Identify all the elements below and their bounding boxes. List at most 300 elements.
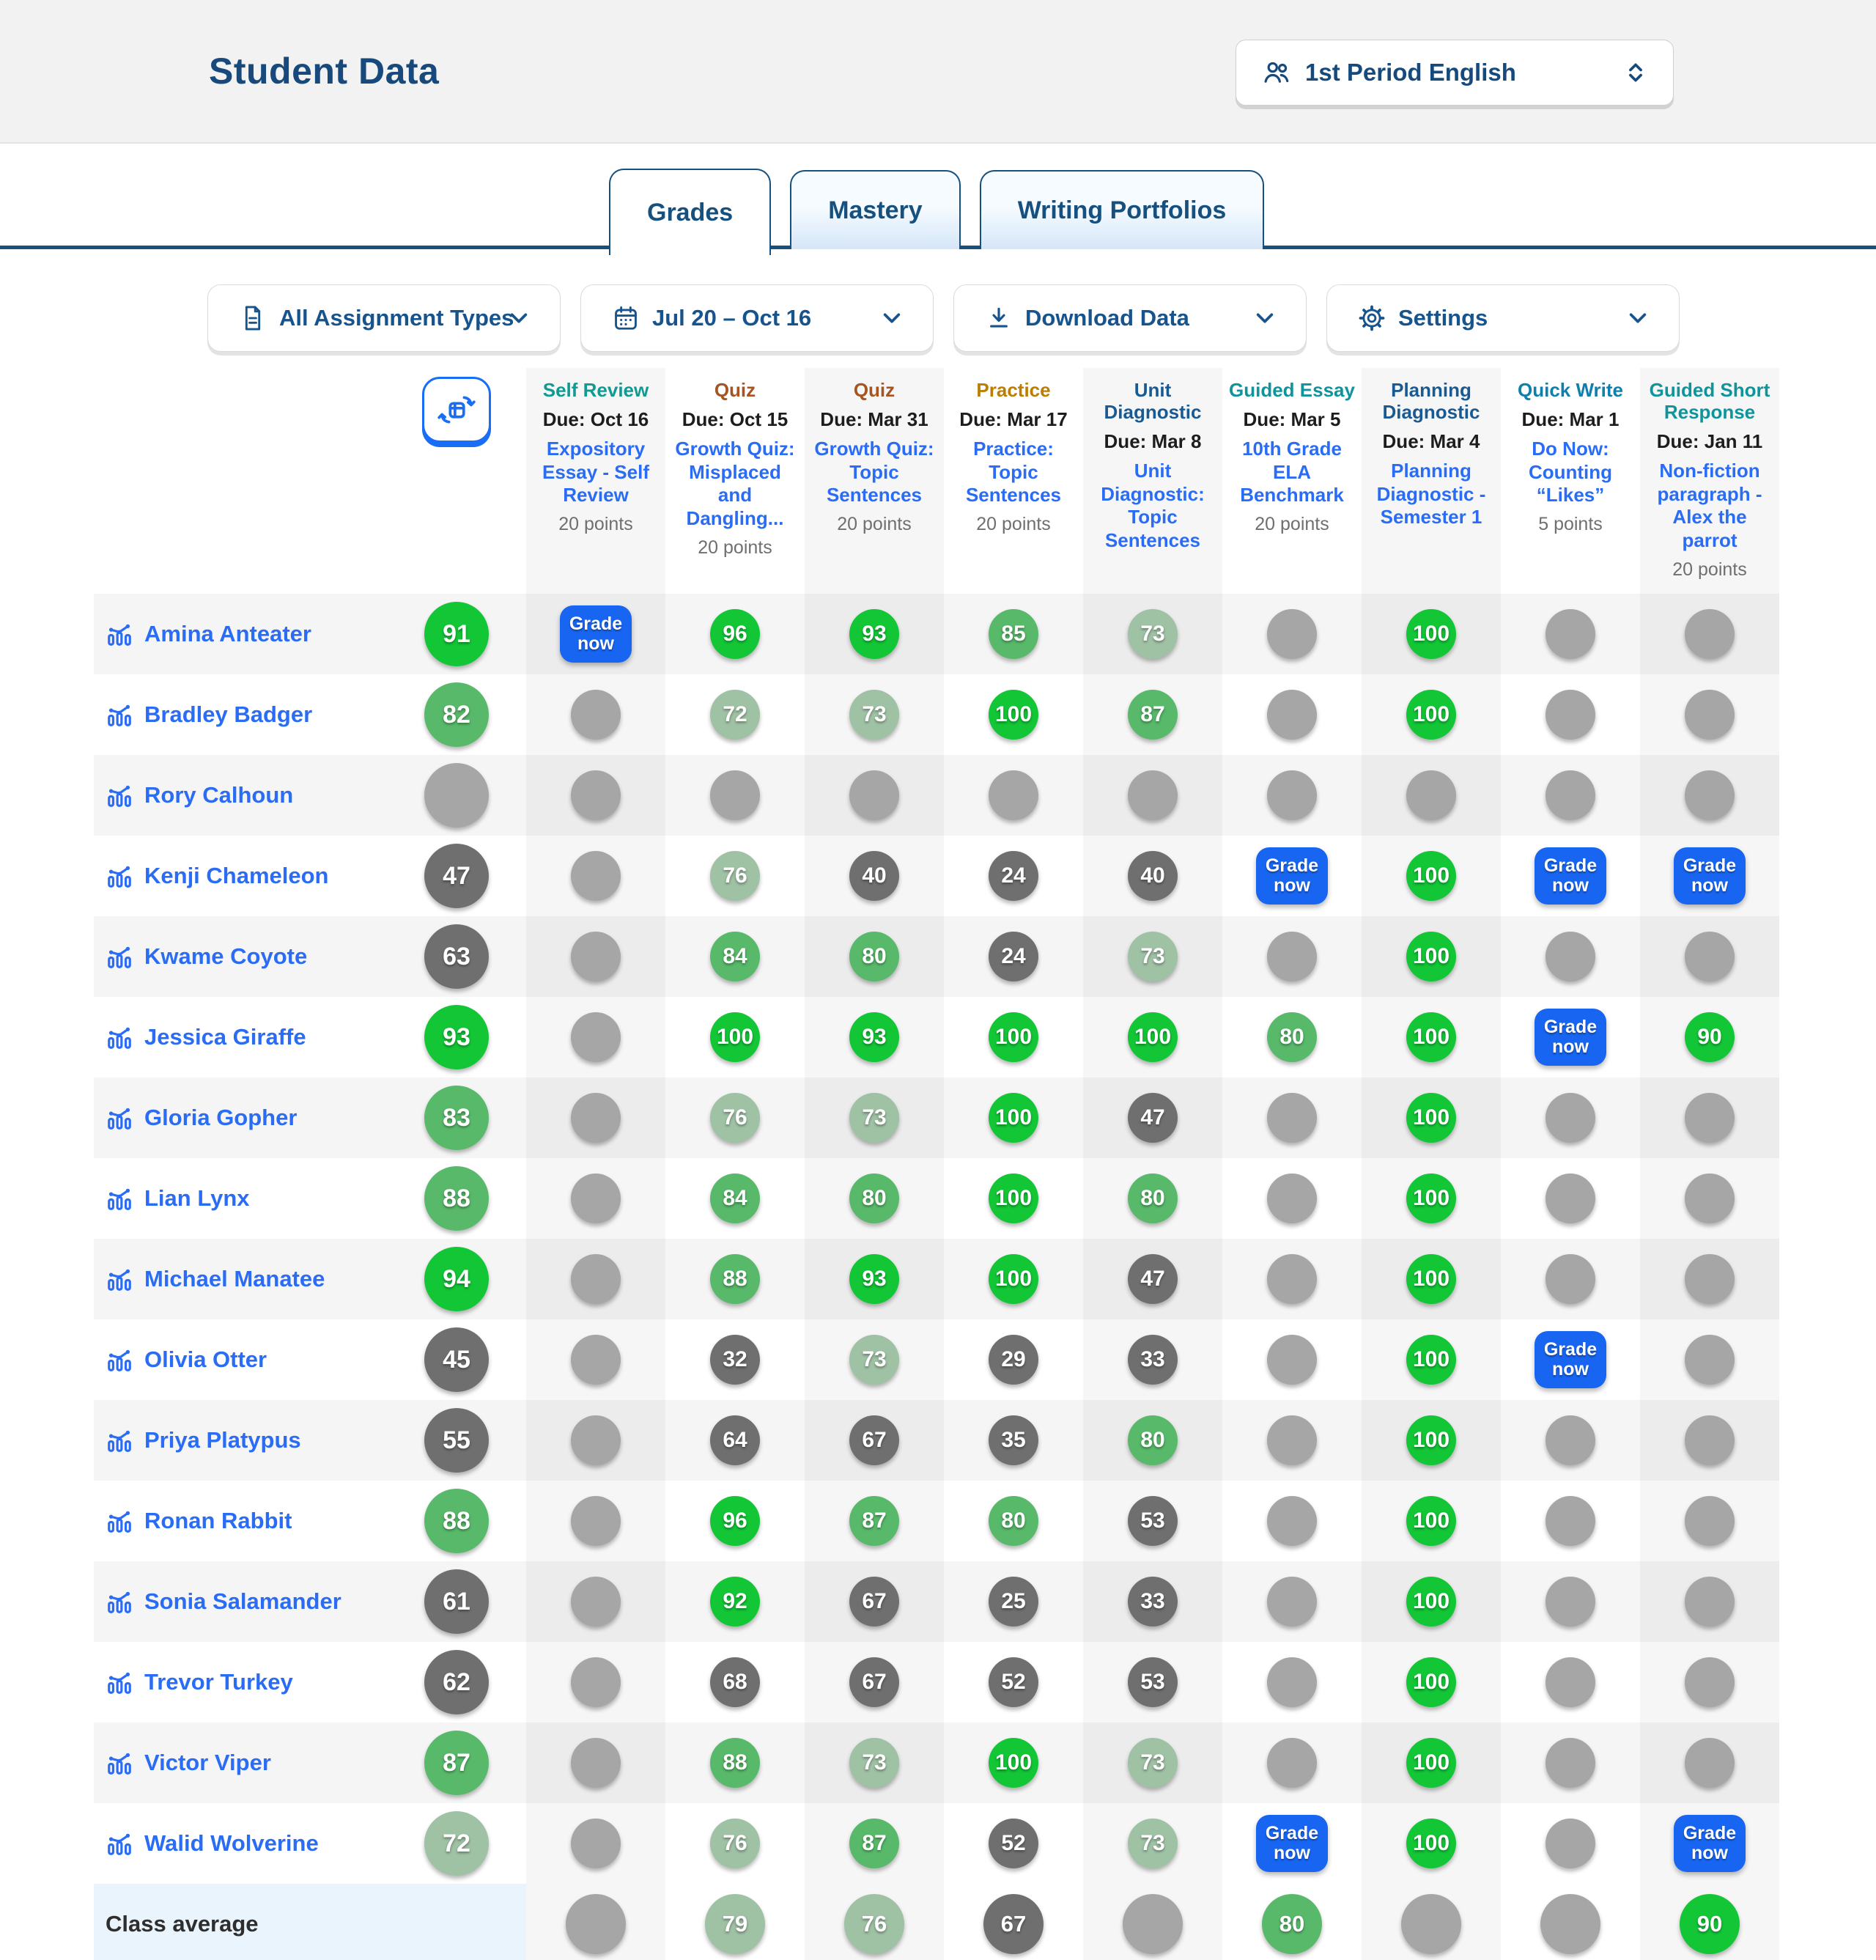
overall-score-cell xyxy=(387,916,526,997)
score-circle[interactable]: 24 xyxy=(989,851,1038,901)
missing-score-circle[interactable] xyxy=(1685,1174,1735,1223)
score-circle[interactable]: 64 xyxy=(710,1415,760,1465)
score-circle[interactable]: 73 xyxy=(849,690,899,740)
missing-score-circle[interactable] xyxy=(571,770,621,820)
score-circle[interactable]: 100 xyxy=(1406,1738,1456,1788)
student-name-link[interactable]: Amina Anteater xyxy=(144,621,311,646)
score-circle[interactable]: 62 xyxy=(424,1650,489,1714)
score-circle[interactable]: 100 xyxy=(1406,1335,1456,1385)
score-circle[interactable]: 72 xyxy=(710,690,760,740)
missing-score-circle[interactable] xyxy=(571,1657,621,1707)
assignment-title-link[interactable]: Expository Essay - Self Review xyxy=(542,437,649,506)
missing-score-circle[interactable] xyxy=(1267,770,1317,820)
score-cell xyxy=(1083,1400,1222,1481)
grade-now-button[interactable]: Grade now xyxy=(1674,847,1746,905)
missing-score-circle[interactable] xyxy=(1546,1738,1595,1788)
score-circle[interactable]: 100 xyxy=(1406,1819,1456,1868)
score-cell xyxy=(1362,997,1501,1077)
missing-score-circle[interactable] xyxy=(1546,690,1595,740)
student-name-link[interactable]: Michael Manatee xyxy=(144,1266,325,1292)
student-row xyxy=(94,594,1779,674)
student-name-cell xyxy=(94,916,387,997)
score-circle[interactable]: 79 xyxy=(705,1894,765,1954)
score-circle[interactable]: 100 xyxy=(989,1093,1038,1143)
missing-score-circle[interactable] xyxy=(1685,1093,1735,1143)
student-row xyxy=(94,1239,1779,1319)
tab-mastery[interactable]: Mastery xyxy=(790,170,961,249)
score-circle[interactable]: 100 xyxy=(989,1738,1038,1788)
score-circle[interactable]: 32 xyxy=(710,1335,760,1385)
student-name-link[interactable]: Olivia Otter xyxy=(144,1346,267,1372)
score-circle[interactable]: 87 xyxy=(1128,690,1178,740)
grade-now-button[interactable]: Grade now xyxy=(1535,1009,1606,1066)
tab-grades[interactable]: Grades xyxy=(609,169,771,255)
score-cell xyxy=(665,1803,805,1884)
score-cell xyxy=(805,1561,944,1642)
missing-score-circle[interactable] xyxy=(1546,1496,1595,1546)
score-circle[interactable]: 87 xyxy=(849,1496,899,1546)
score-cell xyxy=(1501,1077,1640,1158)
missing-score-circle[interactable] xyxy=(1267,1174,1317,1223)
missing-score-circle[interactable] xyxy=(1546,1819,1595,1868)
score-circle[interactable]: 93 xyxy=(424,1005,489,1069)
score-circle[interactable]: 92 xyxy=(710,1577,760,1626)
filter-date-range-button[interactable] xyxy=(580,284,934,352)
missing-score-circle[interactable] xyxy=(1685,1496,1735,1546)
score-cell xyxy=(944,755,1083,836)
score-cell xyxy=(1222,836,1362,916)
score-circle[interactable]: 73 xyxy=(849,1093,899,1143)
student-name-link[interactable]: Sonia Salamander xyxy=(144,1588,341,1614)
score-circle[interactable]: 40 xyxy=(1128,851,1178,901)
score-circle[interactable]: 73 xyxy=(1128,1819,1178,1868)
bar-chart-icon xyxy=(106,1426,133,1454)
score-cell xyxy=(1362,1803,1501,1884)
score-cell xyxy=(1640,997,1779,1077)
assignment-category-label: Guided Short Response xyxy=(1649,379,1770,423)
missing-score-circle[interactable] xyxy=(571,1819,621,1868)
assignment-category-label: Practice xyxy=(976,379,1051,401)
class-average-text: Class average xyxy=(106,1911,259,1937)
grade-now-button[interactable]: Grade now xyxy=(1256,847,1328,905)
score-cell xyxy=(526,997,665,1077)
assignment-title-link[interactable]: Growth Quiz: Misplaced and Dangling... xyxy=(675,437,795,530)
score-circle[interactable]: 33 xyxy=(1128,1577,1178,1626)
assignment-title-link[interactable]: Growth Quiz: Topic Sentences xyxy=(814,437,934,506)
average-score-cell xyxy=(526,1884,665,1960)
score-cell xyxy=(1222,594,1362,674)
missing-score-circle[interactable] xyxy=(571,1093,621,1143)
score-circle[interactable]: 96 xyxy=(710,1496,760,1546)
missing-score-circle[interactable] xyxy=(571,1415,621,1465)
bar-chart-icon xyxy=(106,1588,133,1615)
score-circle[interactable]: 100 xyxy=(1406,1254,1456,1304)
due-date-label: Due: Mar 5 xyxy=(1243,408,1341,430)
student-name-link[interactable]: Lian Lynx xyxy=(144,1185,250,1211)
score-cell xyxy=(1640,1319,1779,1400)
score-circle[interactable]: 67 xyxy=(849,1415,899,1465)
score-circle[interactable]: 85 xyxy=(989,609,1038,659)
score-circle[interactable]: 100 xyxy=(710,1012,760,1062)
score-circle[interactable]: 87 xyxy=(424,1731,489,1795)
score-cell xyxy=(665,755,805,836)
missing-score-circle[interactable] xyxy=(571,1496,621,1546)
score-cell xyxy=(1501,1239,1640,1319)
score-circle[interactable]: 53 xyxy=(1128,1657,1178,1707)
missing-score-circle[interactable] xyxy=(1546,1174,1595,1223)
score-cell xyxy=(805,836,944,916)
score-circle[interactable]: 100 xyxy=(1406,1577,1456,1626)
score-circle[interactable]: 73 xyxy=(849,1738,899,1788)
bar-chart-icon xyxy=(106,1749,133,1777)
assignment-category-label: Self Review xyxy=(542,379,649,401)
score-cell xyxy=(805,997,944,1077)
score-circle[interactable]: 29 xyxy=(989,1335,1038,1385)
score-circle[interactable]: 80 xyxy=(1267,1012,1317,1062)
chevron-down-icon xyxy=(880,306,904,330)
score-circle[interactable]: 72 xyxy=(424,1811,489,1876)
missing-score-circle[interactable] xyxy=(989,770,1038,820)
overall-score-cell xyxy=(387,594,526,674)
score-circle[interactable]: 100 xyxy=(989,1174,1038,1223)
score-circle[interactable]: 100 xyxy=(1406,690,1456,740)
student-name-link[interactable]: Priya Platypus xyxy=(144,1427,301,1453)
student-name-link[interactable]: Kenji Chameleon xyxy=(144,863,329,888)
score-circle[interactable]: 24 xyxy=(989,932,1038,981)
score-circle[interactable]: 100 xyxy=(989,690,1038,740)
grade-now-button[interactable]: Grade now xyxy=(560,605,632,663)
score-circle[interactable]: 94 xyxy=(424,1247,489,1311)
filter-assignment-types-button[interactable] xyxy=(207,284,561,352)
score-circle[interactable]: 40 xyxy=(849,851,899,901)
due-date-label: Due: Mar 8 xyxy=(1104,430,1202,452)
student-row xyxy=(94,755,1779,836)
score-circle[interactable]: 90 xyxy=(1685,1012,1735,1062)
score-cell xyxy=(665,997,805,1077)
student-name-cell xyxy=(94,997,387,1077)
score-cell xyxy=(944,594,1083,674)
student-row xyxy=(94,1077,1779,1158)
assignment-title-link[interactable]: Unit Diagnostic: Topic Sentences xyxy=(1101,459,1205,551)
class-average-row xyxy=(94,1884,1779,1960)
score-circle[interactable]: 76 xyxy=(844,1894,904,1954)
missing-score-circle[interactable] xyxy=(1685,770,1735,820)
missing-score-circle[interactable] xyxy=(1123,1894,1183,1954)
score-circle[interactable]: 73 xyxy=(1128,932,1178,981)
class-average-label xyxy=(94,1884,387,1960)
bar-chart-icon xyxy=(106,1104,133,1132)
transpose-table-button[interactable] xyxy=(422,377,491,443)
score-circle[interactable]: 88 xyxy=(424,1489,489,1553)
missing-score-circle[interactable] xyxy=(1401,1894,1461,1954)
student-name-link[interactable]: Bradley Badger xyxy=(144,701,313,727)
settings-label: Settings xyxy=(1398,305,1488,331)
score-cell xyxy=(805,1319,944,1400)
missing-score-circle[interactable] xyxy=(571,1738,621,1788)
missing-score-circle[interactable] xyxy=(1128,770,1178,820)
score-circle[interactable]: 33 xyxy=(1128,1335,1178,1385)
missing-score-circle[interactable] xyxy=(1546,770,1595,820)
assignment-title-link[interactable]: Practice: Topic Sentences xyxy=(965,437,1062,506)
missing-score-circle[interactable] xyxy=(1267,690,1317,740)
score-circle[interactable]: 100 xyxy=(1406,851,1456,901)
grade-now-button[interactable]: Grade now xyxy=(1535,847,1606,905)
score-circle[interactable]: 88 xyxy=(710,1738,760,1788)
score-circle[interactable]: 100 xyxy=(1406,609,1456,659)
missing-score-circle[interactable] xyxy=(1267,1415,1317,1465)
student-name-link[interactable]: Gloria Gopher xyxy=(144,1105,298,1130)
page-title: Student Data xyxy=(209,51,440,92)
score-circle[interactable]: 90 xyxy=(1680,1894,1740,1954)
score-circle[interactable]: 52 xyxy=(989,1657,1038,1707)
missing-score-circle[interactable] xyxy=(1406,770,1456,820)
score-circle[interactable]: 67 xyxy=(983,1894,1044,1954)
missing-score-circle[interactable] xyxy=(1685,1577,1735,1626)
score-cell xyxy=(1501,1158,1640,1239)
student-row xyxy=(94,997,1779,1077)
student-name-link[interactable]: Jessica Giraffe xyxy=(144,1024,306,1050)
score-cell xyxy=(1640,1158,1779,1239)
score-circle[interactable]: 84 xyxy=(710,1174,760,1223)
missing-score-circle[interactable] xyxy=(1267,609,1317,659)
missing-score-circle[interactable] xyxy=(1267,1254,1317,1304)
score-circle[interactable]: 88 xyxy=(710,1254,760,1304)
score-circle[interactable]: 68 xyxy=(710,1657,760,1707)
settings-button[interactable] xyxy=(1326,284,1680,352)
tab-bar xyxy=(0,144,1876,252)
grade-now-button[interactable]: Grade now xyxy=(1535,1331,1606,1388)
student-row xyxy=(94,1319,1779,1400)
overall-score-cell xyxy=(387,836,526,916)
student-name-link[interactable]: Walid Wolverine xyxy=(144,1830,319,1856)
score-circle[interactable]: 61 xyxy=(424,1569,489,1634)
missing-score-circle[interactable] xyxy=(1685,1738,1735,1788)
missing-score-circle[interactable] xyxy=(571,932,621,981)
score-cell xyxy=(526,1239,665,1319)
missing-score-circle[interactable] xyxy=(1546,1415,1595,1465)
missing-score-circle[interactable] xyxy=(571,1577,621,1626)
overall-score-cell xyxy=(387,1561,526,1642)
score-circle[interactable]: 80 xyxy=(1128,1174,1178,1223)
score-cell xyxy=(805,1481,944,1561)
score-cell xyxy=(526,674,665,755)
download-data-button[interactable] xyxy=(953,284,1307,352)
assignment-title-link[interactable]: Planning Diagnostic - Semester 1 xyxy=(1376,459,1486,528)
student-name-link[interactable]: Rory Calhoun xyxy=(144,782,294,808)
score-circle[interactable]: 83 xyxy=(424,1086,489,1150)
score-cell xyxy=(944,674,1083,755)
bar-chart-icon xyxy=(106,862,133,890)
missing-score-circle[interactable] xyxy=(571,1174,621,1223)
score-circle[interactable]: 47 xyxy=(424,844,489,908)
assignment-title-link[interactable]: Non-fiction paragraph - Alex the parrot xyxy=(1657,459,1762,551)
score-cell xyxy=(1640,916,1779,997)
missing-score-circle[interactable] xyxy=(1546,1093,1595,1143)
chevron-up-down-icon xyxy=(1623,60,1648,85)
score-cell xyxy=(665,1481,805,1561)
bar-chart-icon xyxy=(106,620,133,648)
student-name-cell xyxy=(94,1319,387,1400)
score-circle[interactable]: 45 xyxy=(424,1327,489,1392)
assignment-title-link[interactable]: Do Now: Counting “Likes” xyxy=(1528,437,1613,506)
score-circle[interactable]: 76 xyxy=(710,1093,760,1143)
score-circle[interactable]: 80 xyxy=(1262,1894,1322,1954)
missing-score-circle[interactable] xyxy=(849,770,899,820)
missing-score-circle[interactable] xyxy=(571,1335,621,1385)
missing-score-circle[interactable] xyxy=(1546,932,1595,981)
score-circle[interactable]: 67 xyxy=(849,1577,899,1626)
missing-score-circle[interactable] xyxy=(1267,932,1317,981)
score-circle[interactable]: 91 xyxy=(424,602,489,666)
score-circle[interactable]: 100 xyxy=(1406,932,1456,981)
student-row xyxy=(94,1561,1779,1642)
score-circle[interactable]: 100 xyxy=(1128,1012,1178,1062)
missing-score-circle[interactable] xyxy=(1685,690,1735,740)
score-circle[interactable]: 25 xyxy=(989,1577,1038,1626)
score-cell xyxy=(805,1077,944,1158)
transpose-table-icon xyxy=(437,391,476,429)
score-circle[interactable]: 93 xyxy=(849,1012,899,1062)
score-cell xyxy=(1083,1723,1222,1803)
missing-score-circle[interactable] xyxy=(1546,609,1595,659)
tab-writing-portfolios[interactable]: Writing Portfolios xyxy=(980,170,1265,249)
missing-score-circle[interactable] xyxy=(571,690,621,740)
student-name-cell xyxy=(94,1481,387,1561)
average-score-cell xyxy=(944,1884,1083,1960)
score-cell xyxy=(665,1077,805,1158)
score-circle[interactable]: 100 xyxy=(989,1254,1038,1304)
score-circle[interactable]: 80 xyxy=(989,1496,1038,1546)
grade-now-button[interactable]: Grade now xyxy=(1674,1815,1746,1872)
score-circle[interactable]: 53 xyxy=(1128,1496,1178,1546)
score-circle[interactable]: 93 xyxy=(849,609,899,659)
grade-now-button[interactable]: Grade now xyxy=(1256,1815,1328,1872)
score-cell xyxy=(1501,916,1640,997)
score-circle[interactable]: 73 xyxy=(849,1335,899,1385)
missing-score-circle[interactable] xyxy=(1546,1657,1595,1707)
missing-score-circle[interactable] xyxy=(1267,1335,1317,1385)
score-circle[interactable]: 100 xyxy=(1406,1415,1456,1465)
score-circle[interactable]: 100 xyxy=(1406,1093,1456,1143)
student-row xyxy=(94,1400,1779,1481)
missing-score-circle[interactable] xyxy=(424,763,489,828)
missing-score-circle[interactable] xyxy=(1685,1254,1735,1304)
score-circle[interactable]: 88 xyxy=(424,1166,489,1231)
score-circle[interactable]: 100 xyxy=(1406,1496,1456,1546)
score-cell xyxy=(1362,1319,1501,1400)
missing-score-circle[interactable] xyxy=(1267,1657,1317,1707)
score-circle[interactable]: 73 xyxy=(1128,609,1178,659)
student-name-link[interactable]: Trevor Turkey xyxy=(144,1669,293,1695)
missing-score-circle[interactable] xyxy=(1685,1657,1735,1707)
score-circle[interactable]: 76 xyxy=(710,851,760,901)
missing-score-circle[interactable] xyxy=(571,1254,621,1304)
missing-score-circle[interactable] xyxy=(1267,1093,1317,1143)
overall-score-cell xyxy=(387,1319,526,1400)
score-circle[interactable]: 96 xyxy=(710,609,760,659)
missing-score-circle[interactable] xyxy=(571,851,621,901)
student-name-cell xyxy=(94,836,387,916)
score-circle[interactable]: 52 xyxy=(989,1819,1038,1868)
missing-score-circle[interactable] xyxy=(1546,1254,1595,1304)
missing-score-circle[interactable] xyxy=(1267,1496,1317,1546)
points-label: 20 points xyxy=(1672,559,1747,580)
missing-score-circle[interactable] xyxy=(1685,609,1735,659)
assignment-title-link[interactable]: 10th Grade ELA Benchmark xyxy=(1240,437,1344,506)
student-name-link[interactable]: Victor Viper xyxy=(144,1750,271,1775)
missing-score-circle[interactable] xyxy=(1540,1894,1600,1954)
score-cell xyxy=(1362,916,1501,997)
score-circle[interactable]: 84 xyxy=(710,932,760,981)
score-circle[interactable]: 35 xyxy=(989,1415,1038,1465)
score-circle[interactable]: 100 xyxy=(989,1012,1038,1062)
score-circle[interactable]: 63 xyxy=(424,924,489,989)
score-circle[interactable]: 82 xyxy=(424,682,489,747)
missing-score-circle[interactable] xyxy=(1685,932,1735,981)
score-cell xyxy=(1640,755,1779,836)
missing-score-circle[interactable] xyxy=(566,1894,626,1954)
score-circle[interactable]: 100 xyxy=(1406,1657,1456,1707)
filter-bar xyxy=(207,284,1876,352)
score-circle[interactable]: 80 xyxy=(1128,1415,1178,1465)
student-row xyxy=(94,674,1779,755)
score-circle[interactable]: 47 xyxy=(1128,1254,1178,1304)
score-cell xyxy=(1222,1561,1362,1642)
score-cell xyxy=(1640,1400,1779,1481)
score-cell xyxy=(1083,674,1222,755)
missing-score-circle[interactable] xyxy=(1685,1415,1735,1465)
bar-chart-icon xyxy=(106,1507,133,1535)
score-circle[interactable]: 76 xyxy=(710,1819,760,1868)
missing-score-circle[interactable] xyxy=(571,1012,621,1062)
missing-score-circle[interactable] xyxy=(1267,1577,1317,1626)
score-cell xyxy=(1640,1481,1779,1561)
score-circle[interactable]: 47 xyxy=(1128,1093,1178,1143)
overall-score-cell xyxy=(387,1158,526,1239)
score-circle[interactable]: 100 xyxy=(1406,1174,1456,1223)
score-circle[interactable]: 67 xyxy=(849,1657,899,1707)
missing-score-circle[interactable] xyxy=(1546,1577,1595,1626)
student-name-cell xyxy=(94,1803,387,1884)
score-cell xyxy=(805,1803,944,1884)
student-row xyxy=(94,1803,1779,1884)
class-selector-dropdown[interactable] xyxy=(1236,40,1674,106)
score-cell xyxy=(805,1723,944,1803)
name-column-header xyxy=(94,368,387,594)
score-cell xyxy=(1083,1077,1222,1158)
missing-score-circle[interactable] xyxy=(710,770,760,820)
average-score-cell xyxy=(1362,1884,1501,1960)
score-cell xyxy=(1083,916,1222,997)
missing-score-circle[interactable] xyxy=(1267,1738,1317,1788)
score-circle[interactable]: 93 xyxy=(849,1254,899,1304)
student-name-cell xyxy=(94,1077,387,1158)
score-circle[interactable]: 87 xyxy=(849,1819,899,1868)
score-circle[interactable]: 80 xyxy=(849,932,899,981)
missing-score-circle[interactable] xyxy=(1685,1335,1735,1385)
score-cell xyxy=(1362,1561,1501,1642)
student-name-link[interactable]: Kwame Coyote xyxy=(144,943,308,969)
score-cell xyxy=(1640,1077,1779,1158)
score-cell xyxy=(1362,1723,1501,1803)
student-name-link[interactable]: Ronan Rabbit xyxy=(144,1508,292,1533)
score-circle[interactable]: 80 xyxy=(849,1174,899,1223)
score-circle[interactable]: 55 xyxy=(424,1408,489,1473)
score-cell xyxy=(1640,1723,1779,1803)
score-cell xyxy=(1362,674,1501,755)
score-circle[interactable]: 73 xyxy=(1128,1738,1178,1788)
score-circle[interactable]: 100 xyxy=(1406,1012,1456,1062)
